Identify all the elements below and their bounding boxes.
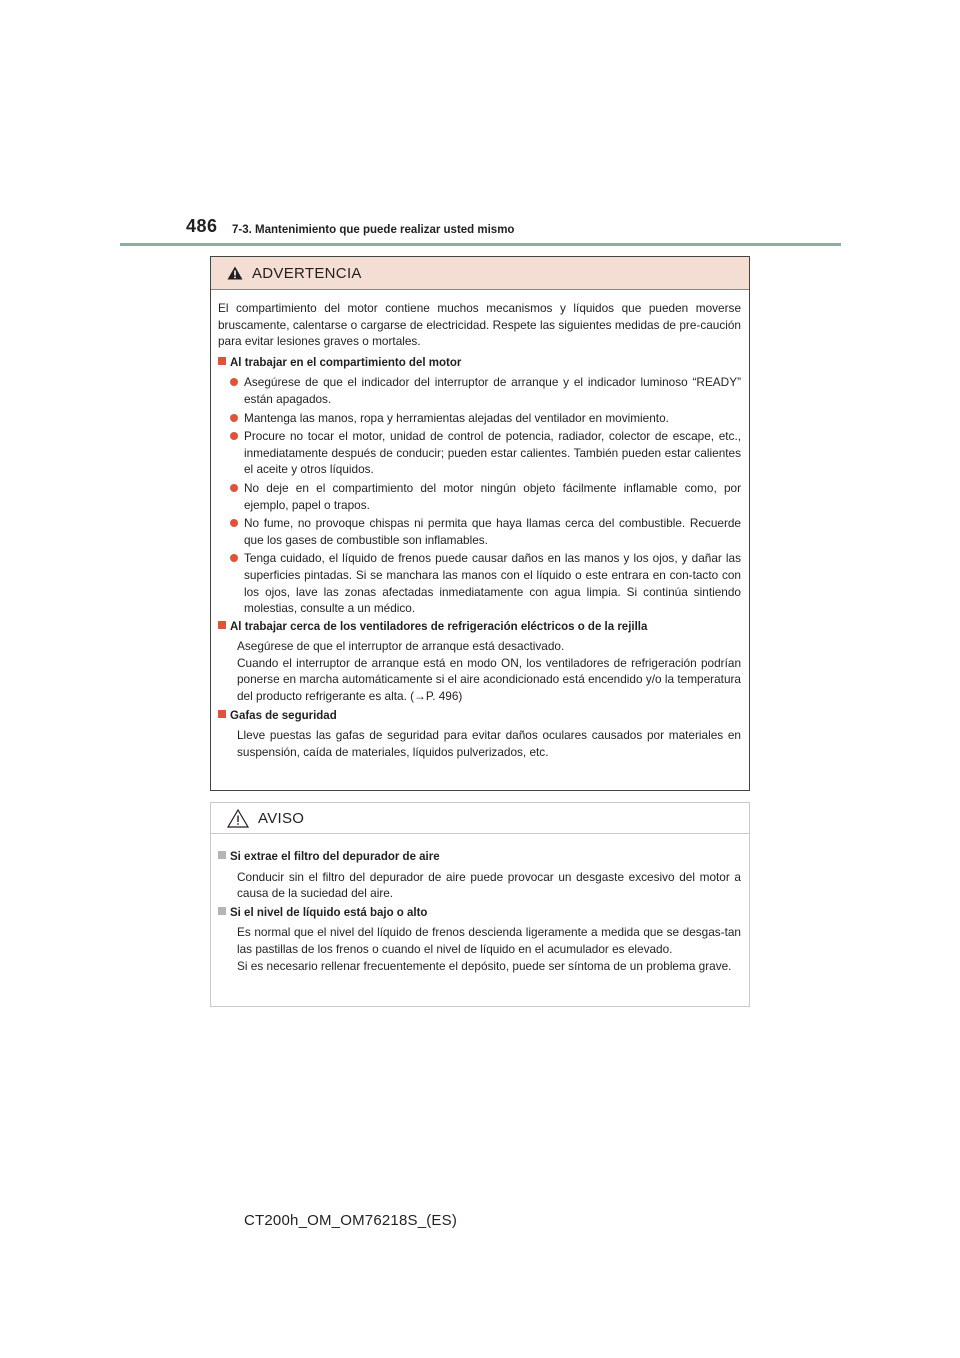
square-bullet-icon: [218, 621, 226, 629]
list-item-text: Mantenga las manos, ropa y herramientas alejadas del ventilador en movimiento.: [244, 410, 669, 425]
section-title: 7-3. Mantenimiento que puede realizar usted mismo: [232, 224, 515, 236]
paragraph: Si es necesario rellenar frecuentemente el depósito, puede ser síntoma de un problema grave.: [237, 958, 732, 973]
warning-topic-goggles: [218, 708, 741, 725]
warning-title: ADVERTENCIA: [252, 264, 362, 282]
warning-body: [211, 290, 749, 760]
notice-topic-fluid-level: [218, 905, 741, 922]
header-rule: [120, 243, 841, 246]
topic-heading: Al trabajar en el compartimiento del motor: [230, 356, 462, 369]
round-bullet-icon: [230, 519, 238, 527]
warning-triangle-icon: [227, 266, 243, 280]
list-item: [230, 550, 741, 616]
notice-box: [210, 802, 750, 1007]
warning-topic-fans: [218, 619, 741, 636]
list-item-text: Procure no tocar el motor, unidad de control de potencia, radiador, colector de escape, etc., inmediatamente después de conducir; pueden estar calientes. También pueden estar calientes el aceite y otros líquidos.: [244, 429, 741, 477]
list-item: [230, 480, 741, 513]
paragraph: Asegúrese de que el interruptor de arranque está desactivado.: [237, 639, 565, 654]
warning-header: [211, 257, 749, 290]
list-item: [230, 428, 741, 478]
list-item: [230, 410, 741, 427]
notice-topic-filter: [218, 849, 741, 866]
warning-intro: El compartimiento del motor contiene muchos mecanismos y líquidos que pueden moverse bruscamente, calentarse o cargarse de electricidad. Respete las siguientes medidas de pre-caución para evitar lesiones graves o mortales.: [218, 301, 741, 349]
list-item-text: No fume, no provoque chispas ni permita que haya llamas cerca del combustible. Recuerde que los gases de combustible son inflamables.: [244, 516, 741, 547]
list-item-text: Asegúrese de que el indicador del interruptor de arranque y el indicador luminoso “READY” están apagados.: [244, 375, 741, 406]
list-item: [230, 374, 741, 407]
warning-box: [210, 256, 750, 791]
page-number: 486: [186, 216, 218, 236]
notice-header: [211, 803, 749, 834]
caution-triangle-icon: [227, 809, 249, 828]
topic-heading: Gafas de seguridad: [230, 709, 337, 722]
topic-heading: Si extrae el filtro del depurador de aire: [230, 851, 440, 863]
square-bullet-icon: [218, 710, 226, 718]
paragraph: Lleve puestas las gafas de seguridad para evitar daños oculares causados por materiales en suspensión, caída de materiales, líquidos pulverizados, etc.: [237, 728, 741, 759]
round-bullet-icon: [230, 378, 238, 386]
document-code: CT200h_OM_OM76218S_(ES): [244, 1212, 458, 1229]
square-bullet-icon: [218, 357, 226, 365]
list-item-text: No deje en el compartimiento del motor ningún objeto fácilmente inflamable como, por ejemplo, papel o trapos.: [244, 480, 741, 512]
warning-topic-engine: [218, 355, 741, 372]
round-bullet-icon: [230, 432, 238, 440]
topic-heading: Si el nivel de líquido está bajo o alto: [230, 906, 428, 919]
list-item-text: Tenga cuidado, el líquido de frenos puede causar daños en las manos y los ojos, y dañar las superficies pintadas. Si se manchara las manos con el líquido o este entrara en con-tacto con los ojos, lave las zonas afectadas inmediatamente con agua limpia. Si continúa sintiendo molestias, consulte a un médico.: [244, 551, 741, 616]
paragraph: Conducir sin el filtro del depurador de aire puede provocar un desgaste excesivo del motor a causa de la suciedad del aire.: [237, 869, 741, 901]
round-bullet-icon: [230, 414, 238, 422]
paragraph: Es normal que el nivel del líquido de frenos descienda ligeramente a medida que se desgas-tan las pastillas de los frenos o cuando el nivel de líquido en el acumulador es elevado.: [237, 925, 741, 956]
notice-title: AVISO: [258, 809, 305, 827]
round-bullet-icon: [230, 554, 238, 562]
notice-body: [211, 834, 749, 974]
square-bullet-icon: [218, 851, 226, 859]
list-item: [230, 515, 741, 548]
topic-heading: Al trabajar cerca de los ventiladores de refrigeración eléctricos o de la rejilla: [230, 620, 648, 633]
paragraph: Cuando el interruptor de arranque está en modo ON, los ventiladores de refrigeración podrían ponerse en marcha automáticamente si el aire acondicionado está encendido y/o la temperatura del producto refrigerante es alta. (→P. 496): [237, 655, 741, 704]
round-bullet-icon: [230, 484, 238, 492]
square-bullet-icon: [218, 907, 226, 915]
